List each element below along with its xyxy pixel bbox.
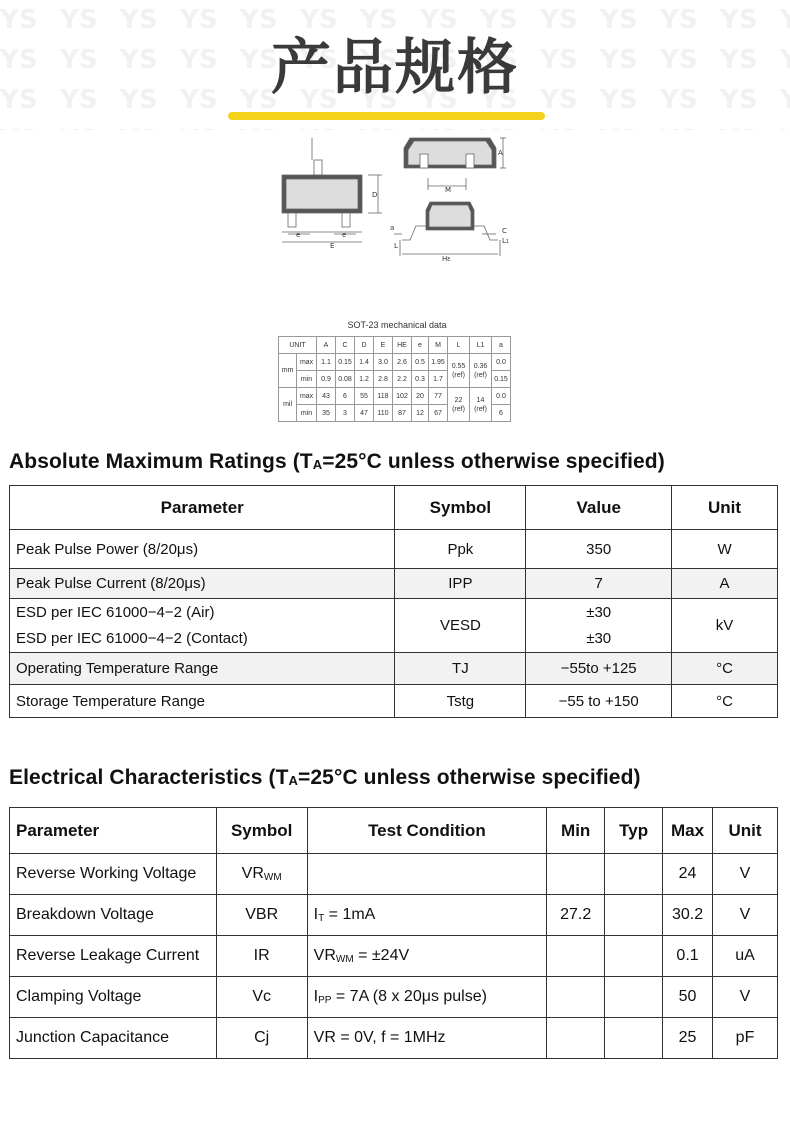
- amr-value-contact: ±30: [586, 629, 612, 647]
- mechanical-data-title: SOT-23 mechanical data: [347, 320, 447, 330]
- dim-e-right-label: e: [342, 231, 347, 239]
- ec-condition: [307, 854, 547, 895]
- mech-cell: 6: [492, 405, 511, 422]
- amr-value-air: ±30: [586, 603, 612, 621]
- ec-param: Reverse Working Voltage: [10, 854, 217, 895]
- mech-cell: 1.7: [429, 371, 448, 388]
- ec-header-symbol: Symbol: [216, 808, 307, 854]
- ec-header-typ: Typ: [605, 808, 663, 854]
- amr-value: [526, 599, 672, 653]
- ec-max: 25: [663, 1018, 713, 1059]
- ec-symbol: Cj: [216, 1018, 307, 1059]
- ec-row-clamping-voltage: [10, 977, 778, 1018]
- ec-max: 50: [663, 977, 713, 1018]
- mech-header-he: HE: [393, 337, 412, 354]
- electrical-characteristics-table: [9, 807, 778, 1059]
- mech-cell: 1.4: [355, 354, 374, 371]
- amr-row-operating-temp: [10, 653, 778, 685]
- amr-symbol: Ppk: [395, 530, 526, 569]
- dim-e-left-label: e: [296, 231, 301, 239]
- ec-header-max: Max: [663, 808, 713, 854]
- ec-max: 24: [663, 854, 713, 895]
- end-view: [404, 138, 506, 190]
- mech-min-label: min: [297, 405, 317, 422]
- ec-condition: $I_T = 1mA$: [307, 895, 547, 936]
- ec-symbol: IR: [216, 936, 307, 977]
- ec-row-breakdown-voltage: [10, 895, 778, 936]
- dim-he-label: HE: [442, 255, 451, 263]
- mech-cell: 0.15: [492, 371, 511, 388]
- ec-unit: pF: [713, 1018, 778, 1059]
- mech-cell: 14 (ref): [470, 388, 492, 422]
- amr-unit: °C: [672, 685, 778, 718]
- dim-d-label: D: [372, 191, 378, 199]
- mech-unit-mil: mil: [279, 388, 297, 422]
- dim-c-label: C: [502, 227, 507, 235]
- amr-unit: A: [672, 569, 778, 599]
- amr-symbol: TJ: [395, 653, 526, 685]
- mechanical-data-table: [278, 336, 511, 422]
- ec-condition: $I_{PP} = 7A$ (8 x 20μs pulse): [307, 977, 547, 1018]
- amr-header-parameter: Parameter: [10, 486, 395, 530]
- mech-cell: 0.15: [336, 354, 355, 371]
- mech-cell: 2.8: [374, 371, 393, 388]
- amr-symbol: IPP: [395, 569, 526, 599]
- ec-unit: V: [713, 854, 778, 895]
- ec-min: [547, 936, 605, 977]
- mech-cell: 20: [412, 388, 429, 405]
- ec-typ: [605, 977, 663, 1018]
- mech-cell: 55: [355, 388, 374, 405]
- amr-param: Storage Temperature Range: [10, 685, 395, 718]
- mech-cell: 3: [336, 405, 355, 422]
- absolute-max-ratings-table: [9, 485, 778, 718]
- mech-header-e-small: e: [412, 337, 429, 354]
- mech-header-unit: UNIT: [279, 337, 317, 354]
- ec-header-min: Min: [547, 808, 605, 854]
- mech-cell: 102: [393, 388, 412, 405]
- amr-section-title: Absolute Maximum Ratings ($T_A=25^\circ C$ unless otherwise specified): [9, 450, 665, 473]
- mech-header-c: C: [336, 337, 355, 354]
- title-underline: [228, 112, 545, 120]
- hero-section: [0, 0, 790, 440]
- ec-condition: $VR_{WM} = \pm 24V$: [307, 936, 547, 977]
- ec-max: 30.2: [663, 895, 713, 936]
- ec-symbol: Vc: [216, 977, 307, 1018]
- mech-max-label: max: [297, 354, 317, 371]
- ec-typ: [605, 854, 663, 895]
- dim-l-label: L: [394, 242, 398, 250]
- mech-cell: 2.2: [393, 371, 412, 388]
- mech-cell: 0.08: [336, 371, 355, 388]
- mech-max-label: max: [297, 388, 317, 405]
- mech-cell: 0.55 (ref): [448, 354, 470, 388]
- amr-header-unit: Unit: [672, 486, 778, 530]
- mech-min-label: min: [297, 371, 317, 388]
- ec-max: 0.1: [663, 936, 713, 977]
- top-view: [282, 138, 382, 242]
- ec-min: [547, 977, 605, 1018]
- ec-header-row: [10, 808, 778, 854]
- ec-header-test-condition: Test Condition: [307, 808, 547, 854]
- mech-cell: 110: [374, 405, 393, 422]
- mech-cell: 1.95: [429, 354, 448, 371]
- ec-unit: uA: [713, 936, 778, 977]
- mech-cell: 0.9: [317, 371, 336, 388]
- mech-cell: 0.5: [412, 354, 429, 371]
- ec-condition: VR = 0V, f = 1MHz: [307, 1018, 547, 1059]
- mech-row-mil-max: [279, 388, 511, 405]
- ec-min: [547, 854, 605, 895]
- mech-header-l: L: [448, 337, 470, 354]
- mech-cell: 67: [429, 405, 448, 422]
- mech-cell: 22 (ref): [448, 388, 470, 422]
- mech-cell: 0.3: [412, 371, 429, 388]
- ec-row-reverse-working-voltage: [10, 854, 778, 895]
- mech-cell: 77: [429, 388, 448, 405]
- amr-value: −55 to +150: [526, 685, 672, 718]
- mech-cell: 12: [412, 405, 429, 422]
- amr-value: −55to +125: [526, 653, 672, 685]
- mech-unit-mm: mm: [279, 354, 297, 388]
- dim-a-small-label: a: [390, 224, 395, 232]
- ec-param: Reverse Leakage Current: [10, 936, 217, 977]
- amr-unit: W: [672, 530, 778, 569]
- mech-cell: 0.0: [492, 354, 511, 371]
- mech-cell: 2.6: [393, 354, 412, 371]
- amr-row-peak-current: [10, 569, 778, 599]
- amr-header-row: [10, 486, 778, 530]
- mech-cell: 1.1: [317, 354, 336, 371]
- ec-symbol: $VR_{WM}$: [216, 854, 307, 895]
- ec-row-reverse-leakage-current: [10, 936, 778, 977]
- mech-header-d: D: [355, 337, 374, 354]
- mech-cell: 87: [393, 405, 412, 422]
- ec-typ: [605, 936, 663, 977]
- amr-header-value: Value: [526, 486, 672, 530]
- mech-header-a: A: [317, 337, 336, 354]
- amr-row-peak-power: [10, 530, 778, 569]
- amr-param-air: ESD per IEC 61000−4−2 (Air): [16, 603, 215, 621]
- ec-min: [547, 1018, 605, 1059]
- ec-section-title: Electrical Characteristics ($T_A=25^\circ C$ unless otherwise specified): [9, 766, 641, 789]
- ec-symbol: VBR: [216, 895, 307, 936]
- amr-param: Operating Temperature Range: [10, 653, 395, 685]
- dim-m-label: M: [445, 186, 452, 194]
- amr-row-esd: [10, 599, 778, 653]
- mech-header-row: [279, 337, 511, 354]
- mech-cell: 1.2: [355, 371, 374, 388]
- ec-param: Junction Capacitance: [10, 1018, 217, 1059]
- mech-cell: 35: [317, 405, 336, 422]
- ec-typ: [605, 895, 663, 936]
- ec-header-unit: Unit: [713, 808, 778, 854]
- ec-unit: V: [713, 977, 778, 1018]
- ec-unit: V: [713, 895, 778, 936]
- dim-a-label: A: [498, 149, 503, 157]
- amr-symbol: VESD: [395, 599, 526, 653]
- mech-cell: 0.36 (ref): [470, 354, 492, 388]
- mech-cell: 43: [317, 388, 336, 405]
- dim-e-big-label: E: [330, 242, 335, 250]
- amr-value: 7: [526, 569, 672, 599]
- mech-header-a-small: a: [492, 337, 511, 354]
- mech-cell: 6: [336, 388, 355, 405]
- amr-value: 350: [526, 530, 672, 569]
- amr-header-symbol: Symbol: [395, 486, 526, 530]
- mech-cell: 47: [355, 405, 374, 422]
- amr-param: Peak Pulse Power (8/20μs): [10, 530, 395, 569]
- mech-cell: 3.0: [374, 354, 393, 371]
- mech-row-mm-max: [279, 354, 511, 371]
- mech-header-m: M: [429, 337, 448, 354]
- amr-symbol: Tstg: [395, 685, 526, 718]
- dim-l1-label: L1: [502, 237, 510, 245]
- amr-unit: °C: [672, 653, 778, 685]
- mech-cell: 0.0: [492, 388, 511, 405]
- mech-header-e: E: [374, 337, 393, 354]
- ec-row-junction-capacitance: [10, 1018, 778, 1059]
- amr-param: Peak Pulse Current (8/20μs): [10, 569, 395, 599]
- amr-row-storage-temp: [10, 685, 778, 718]
- ec-param: Breakdown Voltage: [10, 895, 217, 936]
- mech-cell: 118: [374, 388, 393, 405]
- ec-header-parameter: Parameter: [10, 808, 217, 854]
- page-title: 产品规格: [271, 33, 519, 103]
- amr-unit: kV: [672, 599, 778, 653]
- side-view: [394, 202, 500, 256]
- sot23-package-diagram: [270, 130, 520, 280]
- mech-header-l1: L1: [470, 337, 492, 354]
- ec-param: Clamping Voltage: [10, 977, 217, 1018]
- ec-min: 27.2: [547, 895, 605, 936]
- ec-typ: [605, 1018, 663, 1059]
- amr-param-contact: ESD per IEC 61000−4−2 (Contact): [16, 629, 248, 647]
- amr-param: [10, 599, 395, 653]
